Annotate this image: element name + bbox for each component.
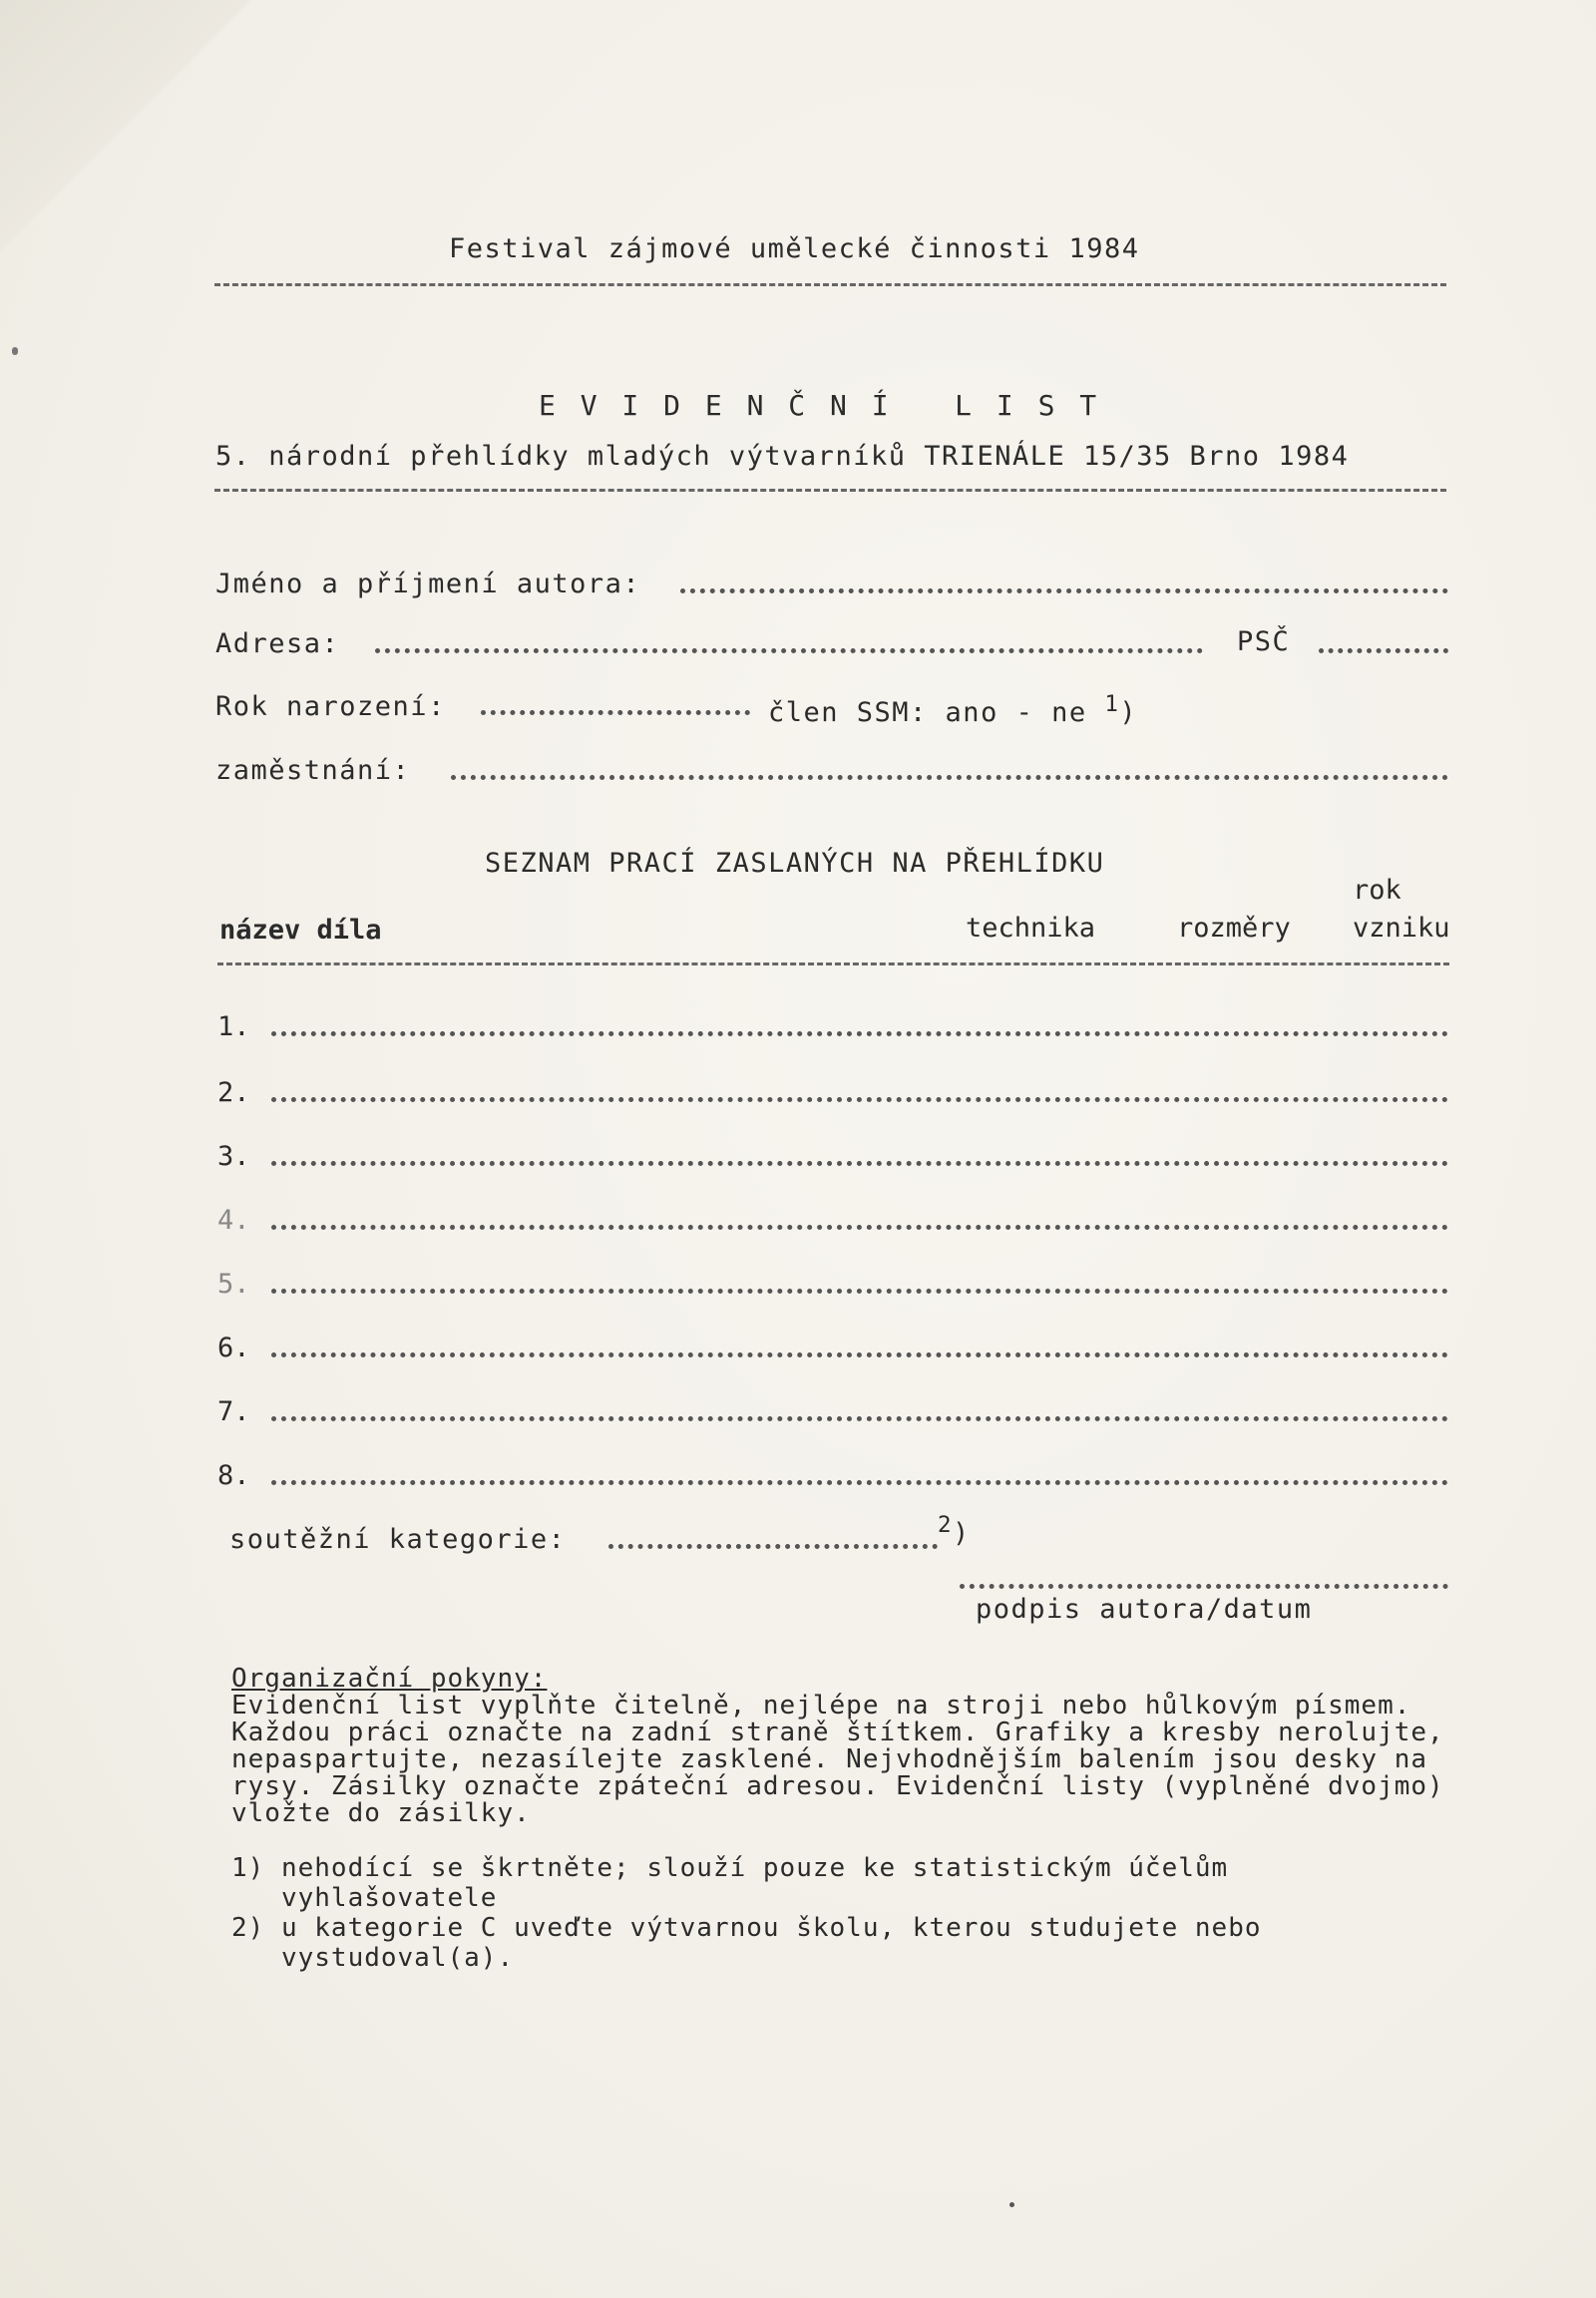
subtitle-rule [214,489,1446,492]
work-row-8-field[interactable] [271,1480,1448,1485]
col-year-top: rok [1353,875,1401,906]
work-row-7-field[interactable] [271,1416,1448,1421]
psc-field[interactable] [1319,648,1448,653]
footnote-1-marker: 1 [1104,691,1120,717]
work-row-6-field[interactable] [271,1352,1448,1357]
member-label: člen SSM: ano - ne $^1$) [768,691,1138,728]
festival-heading: Festival zájmové umělecké činnosti 1984 [449,233,1140,264]
col-name: název díla [219,915,382,946]
works-header-rule [217,962,1449,965]
footnote-2-marker: $^2$) [938,1512,971,1549]
occupation-label: zaměstnání: [215,755,411,786]
instructions-block [231,1666,1458,1827]
col-year-bottom: vzniku [1353,913,1450,944]
ink-dot [1009,2202,1014,2207]
edge-mark [12,347,18,355]
work-row-5-field[interactable] [271,1289,1448,1294]
signature-field[interactable] [960,1584,1448,1589]
instructions-body: Evidenční list vyplňte čitelně, nejlépe na stroji nebo hůlkovým písmem. Každou práci označte na zadní straně štítkem. Grafiky a kresby nerolujte, nepaspartujte, nezasílejte zasklené. Nejvhodnějším balením jsou desky na rysy. Zásilky označte zpáteční adresou. Evidenční listy (vyplněné dvojmo) vložte do zásilky. [231,1691,1444,1828]
footnote-1: 1) nehodící se škrtněte; slouží pouze ke statistickým účelům vyhlašovatele [231,1853,1229,1913]
form-subtitle: 5. národní přehlídky mladých výtvarníků TRIENÁLE 15/35 Brno 1984 [215,441,1350,472]
work-row-3-field[interactable] [271,1161,1448,1166]
author-name-label: Jméno a příjmení autora: [215,569,641,599]
author-name-field[interactable] [680,588,1448,593]
category-label: soutěžní kategorie: [229,1524,567,1555]
instructions-title: Organizační pokyny: [231,1664,548,1694]
col-technique: technika [966,913,1096,944]
work-row-2-field[interactable] [271,1097,1448,1102]
occupation-field[interactable] [451,775,1448,780]
work-row-number: 1. [217,1011,250,1042]
work-row-number: 3. [217,1141,250,1172]
footnote-2: 2) u kategorie C uveďte výtvarnou školu, kterou studujete nebo vystudoval(a). [231,1913,1262,1973]
col-size: rozměry [1177,913,1291,944]
work-row-number: 2. [217,1077,250,1108]
work-row-number: 8. [217,1460,250,1491]
category-field[interactable] [608,1544,938,1549]
work-row-number: 7. [217,1396,250,1427]
work-row-number: 5. [217,1269,250,1300]
work-row-number: 4. [217,1205,250,1236]
work-row-4-field[interactable] [271,1225,1448,1230]
address-field[interactable] [375,648,1203,653]
work-row-1-field[interactable] [271,1031,1448,1036]
address-label: Adresa: [215,628,340,659]
birth-year-field[interactable] [481,710,750,715]
works-heading: SEZNAM PRACÍ ZASLANÝCH NA PŘEHLÍDKU [485,848,1105,879]
work-row-number: 6. [217,1333,250,1363]
folded-corner [0,0,259,259]
birth-year-label: Rok narození: [215,691,446,722]
form-title: E V I D E N Č N Í L I S T [539,389,1101,422]
psc-label: PSČ [1237,626,1291,657]
header-rule [214,283,1446,286]
signature-label: podpis autora/datum [976,1594,1313,1625]
